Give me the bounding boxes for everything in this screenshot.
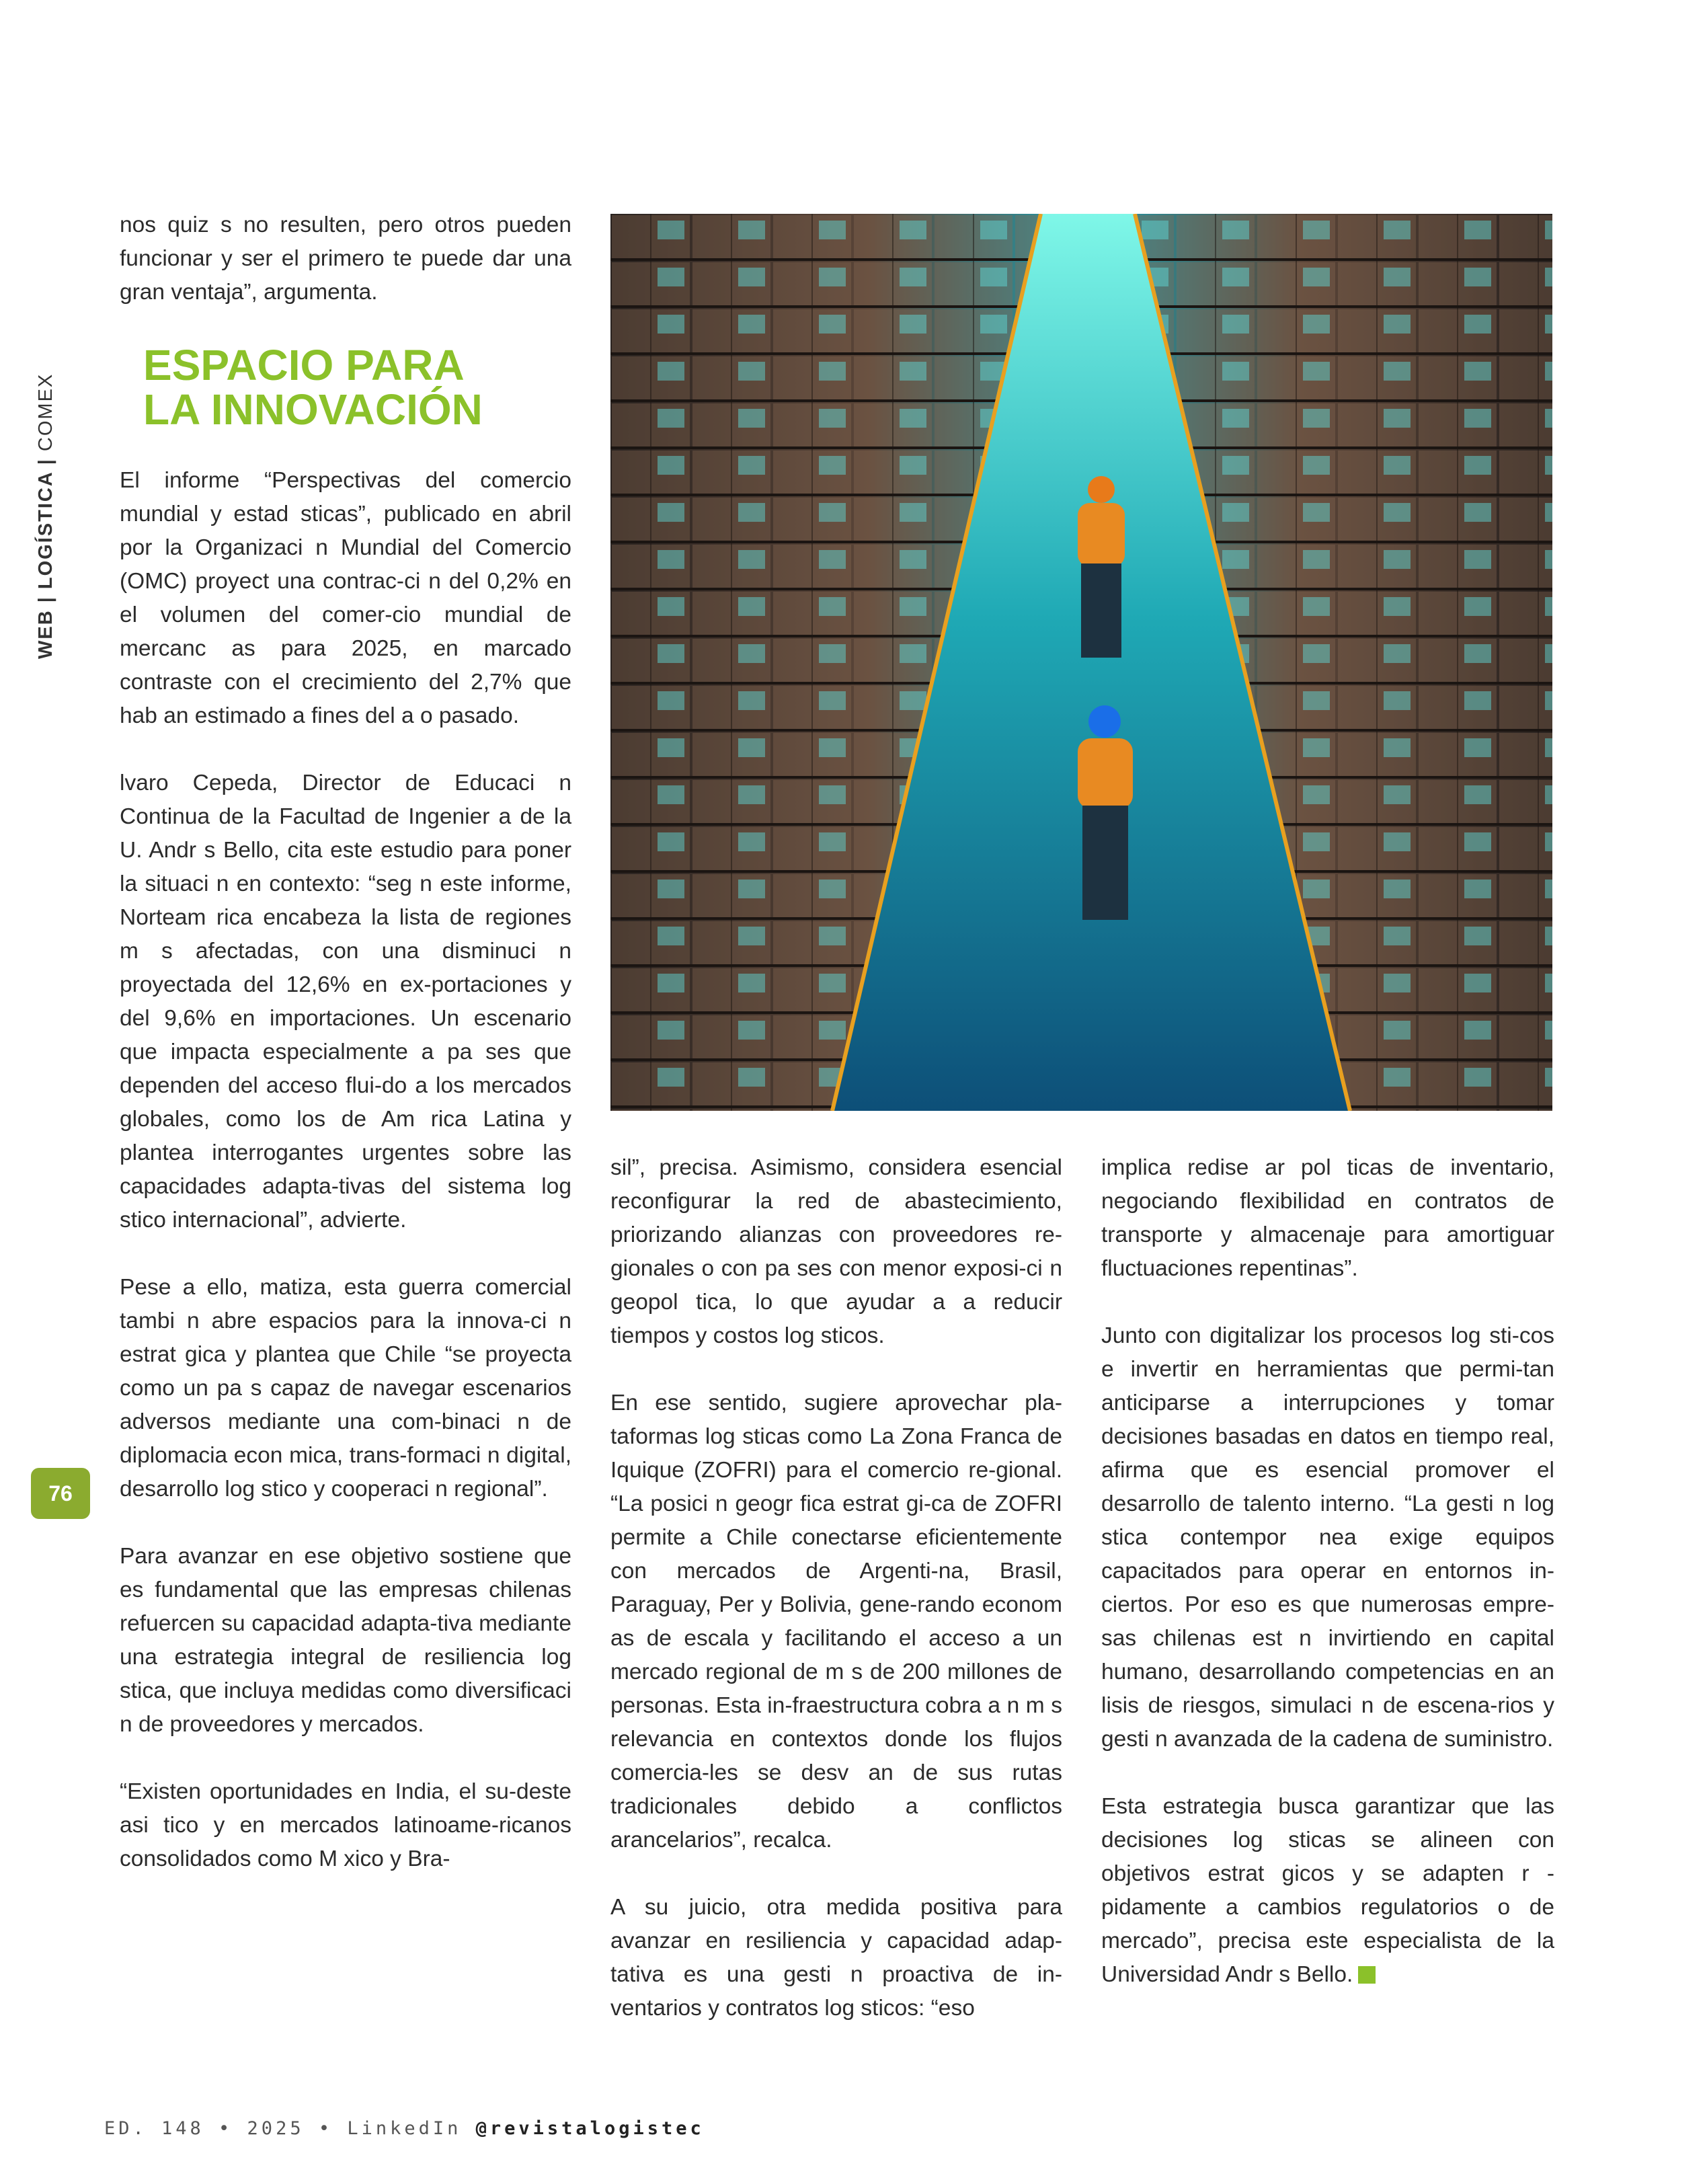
article-column-1 [120, 208, 571, 1876]
paragraph: El informe “Perspectivas del comercio mundial y estad sticas”, publicado en abril por la Organizaci n Mundial del Comercio (OMC) proyect una contrac-ci n del 0,2% en el volumen del comer-cio mundial de mercanc as para 2025, en marcado contraste con el crecimiento del 2,7% que hab an estimado a fines del a o pasado. [120, 468, 571, 728]
footer-edition: ED. 148 • 2025 • LinkedIn [104, 2118, 476, 2139]
section-label [32, 373, 59, 659]
warehouse-photo [610, 214, 1552, 1111]
section-label-bold: WEB | LOGÍSTICA | [35, 458, 56, 659]
paragraph: lvaro Cepeda, Director de Educaci n Continua de la Facultad de Ingenier a de la U. Andr s Bello, cita este estudio para poner la situaci n en contexto: “seg n este informe, Norteam rica encabeza la lista de regiones m s afectadas, con una disminuci n proyectada del 12,6% en ex-portaciones y del 9,6% en importaciones. Un escenario que impacta especialmente a pa ses que dependen del acceso flui-do a los mercados globales, como los de Am rica Latina y plantea interrogantes urgentes sobre las capacidades adapta-tivas del sistema log stico internacional”, advierte. [120, 771, 571, 1233]
paragraph: En ese sentido, sugiere aprovechar pla-taformas log sticas como La Zona Franca de Iquique (ZOFRI) para el comercio re-gional. “La posici n geogr fica estrat gi-ca de ZOFRI permite a Chile conectarse eficientemente con mercados de Argenti-na, Brasil, Paraguay, Per y Bolivia, gene-rando econom as de escala y facilitando el acceso a un mercado regional de m s de 200 millones de personas. Esta in-fraestructura cobra a n m s relevancia en contextos donde los flujos comercia-les se desv an de sus rutas tradicionales debido a conflictos arancelarios”, recalca. [610, 1391, 1062, 1852]
footer-linkedin-handle[interactable]: @revistalogistec [475, 2118, 705, 2139]
paragraph: sil”, precisa. Asimismo, considera esencial reconfigurar la red de abastecimiento, priorizando alianzas con proveedores re-gionales o con pa ses con menor exposi-ci n geopol tica, lo que ayudar a a reducir tiempos y costos log sticos. [610, 1155, 1062, 1348]
paragraph: nos quiz s no resulten, pero otros pueden funcionar y ser el primero te puede dar una gran ventaja”, argumenta. [120, 212, 571, 305]
page-footer [104, 2118, 709, 2145]
paragraph: “Existen oportunidades en India, el su-deste asi tico y en mercados latinoame-ricanos consolidados como M xico y Bra- [120, 1779, 571, 1871]
paragraph [1101, 1790, 1554, 1992]
paragraph: Junto con digitalizar los procesos log sti-cos e invertir en herramientas que permi-tan anticiparse a interrupciones y tomar decisiones basadas en datos en tiempo real, afirma que es esencial promover el desarrollo de talento interno. “La gesti n log stica contempor nea exige equipos capacitados para operar en entornos in-ciertos. Por eso es que numerosas empre-sas chilenas est n invirtiendo en capital humano, desarrollando competencias en an lisis de riesgos, simulaci n de escena-rios y gesti n avanzada de la cadena de suministro. [1101, 1323, 1554, 1752]
article-column-3 [1101, 1151, 1554, 1992]
paragraph-text: Esta estrategia busca garantizar que las decisiones log sticas se alineen con objetivos estrat gicos y se adapten r -pidamente a cambios regulatorios o de mercado”, precisa este especialista de la Universidad Andr s Bello. [1101, 1794, 1554, 1987]
paragraph: Pese a ello, matiza, esta guerra comercial tambi n abre espacios para la innova-ci n estrat gica y plantea que Chile “se proyecta como un pa s capaz de navegar escenarios adversos mediante una com-binaci n de diplomacia econ mica, trans-formaci n digital, desarrollo log stico y cooperaci n regional”. [120, 1275, 571, 1502]
section-heading [143, 343, 571, 432]
paragraph: A su juicio, otra medida positiva para avanzar en resiliencia y capacidad adap-tativa es una gesti n proactiva de in-ventarios y contratos log sticos: “eso [610, 1895, 1062, 2021]
section-label-light: COMEX [35, 373, 56, 459]
page-number-badge: 76 [31, 1468, 90, 1519]
warehouse-aisle-illustration [610, 214, 1552, 1111]
heading-line: LA INNOVACIÓN [143, 385, 483, 434]
paragraph: implica redise ar pol ticas de inventario, negociando flexibilidad en contratos de transporte y almacenaje para amortiguar fluctuaciones repentinas”. [1101, 1155, 1554, 1281]
article-column-2 [610, 1151, 1062, 2025]
paragraph: Para avanzar en ese objetivo sostiene que es fundamental que las empresas chilenas refuercen su capacidad adapta-tiva mediante una estrategia integral de resiliencia log stica, que incluya medidas como diversificaci n de proveedores y mercados. [120, 1544, 571, 1737]
heading-line: ESPACIO PARA [143, 341, 465, 389]
end-of-article-mark [1358, 1966, 1376, 1984]
